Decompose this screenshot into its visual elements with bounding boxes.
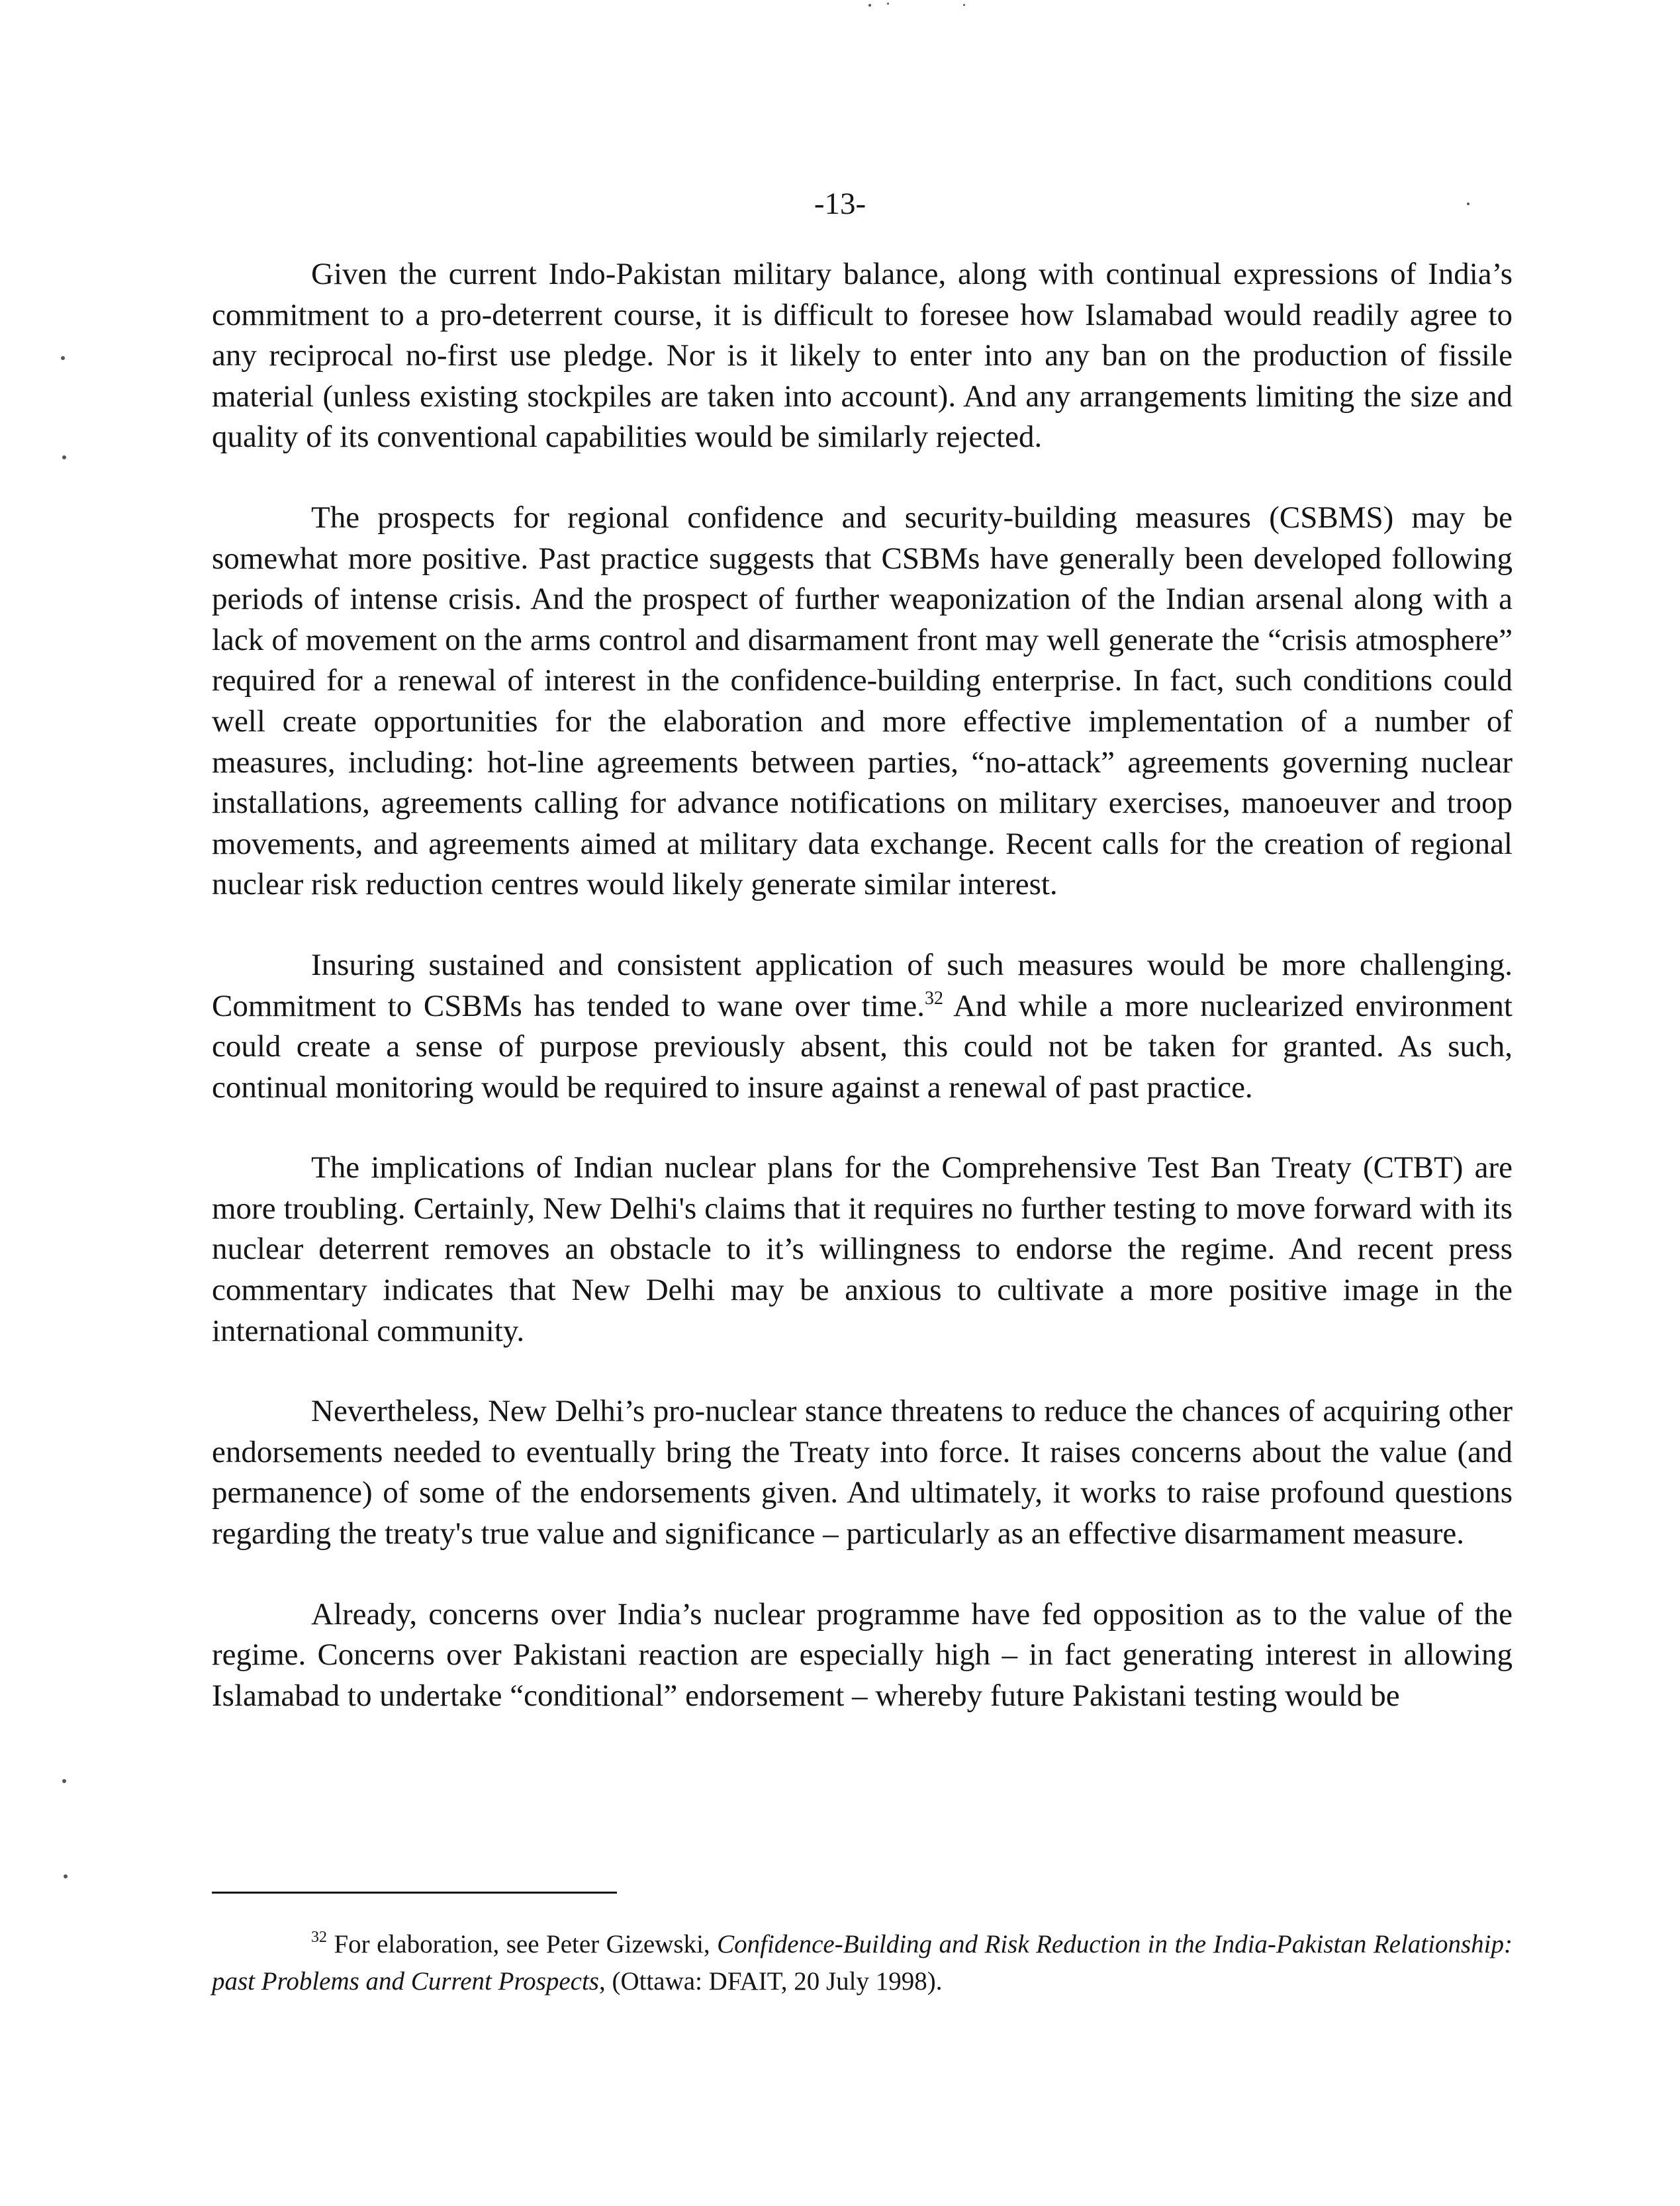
footnote [212, 1926, 1513, 2000]
paragraph-6: Already, concerns over India’s nuclear programme have fed opposition as to the value of the regime. Concerns over Pakistani reaction are especially high – in fact generating interest in allowing Islamabad to undertake “conditional” endorsement – whereby future Pakistani testing would be [212, 1596, 1513, 1713]
scan-speck [62, 1779, 66, 1783]
scan-speck [1467, 203, 1470, 205]
footnote-tail: , (Ottawa: DFAIT, 20 July 1998). [598, 1967, 943, 1996]
footnote-reference[interactable]: 32 [924, 988, 943, 1009]
body-text [212, 254, 1513, 1756]
footnote-divider [212, 1892, 617, 1894]
paragraph-5: Nevertheless, New Delhi’s pro-nuclear stance threatens to reduce the chances of acquiring other endorsements needed to eventually bring the Treaty into force. It raises concerns about the value (and permanence) of some of the endorsements given. And ultimately, it works to raise profound questions regarding the treaty's true value and significance – particularly as an effective disarmament measure. [212, 1394, 1513, 1551]
footnote-lead: For elaboration, see Peter Gizewski, [327, 1930, 718, 1958]
paragraph-3 [212, 945, 1513, 1108]
scan-speck [61, 356, 65, 360]
paragraph-4: The implications of Indian nuclear plans for the Comprehensive Test Ban Treaty (CTBT) are more troubling. Certainly, New Delhi's claims that it requires no further testing to move forward with its nuclear deterrent removes an obstacle to it’s willingness to endorse the regime. And recent press commentary indicates that New Delhi may be anxious to cultivate a more positive image in the international community. [212, 1150, 1513, 1348]
scan-speck [887, 3, 889, 5]
footnote-title: Confidence-Building and Risk Reduction in the India-Pakistan Relationship: past Problems and Current Prospects [212, 1930, 1513, 1996]
scan-speck [963, 4, 965, 6]
footnote-number: 32 [311, 1929, 327, 1946]
scan-speck [868, 4, 871, 7]
paragraph-2: The prospects for regional confidence and security-building measures (CSBMS) may be somewhat more positive. Past practice suggests that CSBMs have generally been developed following periods of intense crisis. And the prospect of further weaponization of the Indian arsenal along with a lack of movement on the arms control and disarmament front may well generate the “crisis atmosphere” required for a renewal of interest in the confidence-building enterprise. In fact, such conditions could well create opportunities for the elaboration and more effective implementation of a number of measures, including: hot-line agreements between parties, “no-attack” agreements governing nuclear installations, agreements calling for advance notifications on military exercises, manoeuver and troop movements, and agreements aimed at military data exchange. Recent calls for the creation of regional nuclear risk reduction centres would likely generate similar interest. [212, 500, 1513, 902]
paragraph-3-text-after: And while a more nuclearized environment could create a sense of purpose previously absent, this could not be taken for granted. As such, continual monitoring would be required to insure against a renewal of past practice. [212, 988, 1513, 1105]
scan-speck [62, 455, 66, 459]
page-number: -13- [814, 187, 866, 221]
paragraph-1: Given the current Indo-Pakistan military balance, along with continual expressions of India’s commitment to a pro-deterrent course, it is difficult to foresee how Islamabad would readily agree to any reciprocal no-first use pledge. Nor is it likely to enter into any ban on the production of fissile material (unless existing stockpiles are taken into account). And any arrangements limiting the size and quality of its conventional capabilities would be similarly rejected. [212, 257, 1513, 455]
scan-speck [64, 1874, 68, 1878]
paragraph-3-text-before: Insuring sustained and consistent application of such measures would be more challenging. Commitment to CSBMs has tended to wane over time. [212, 947, 1513, 1023]
